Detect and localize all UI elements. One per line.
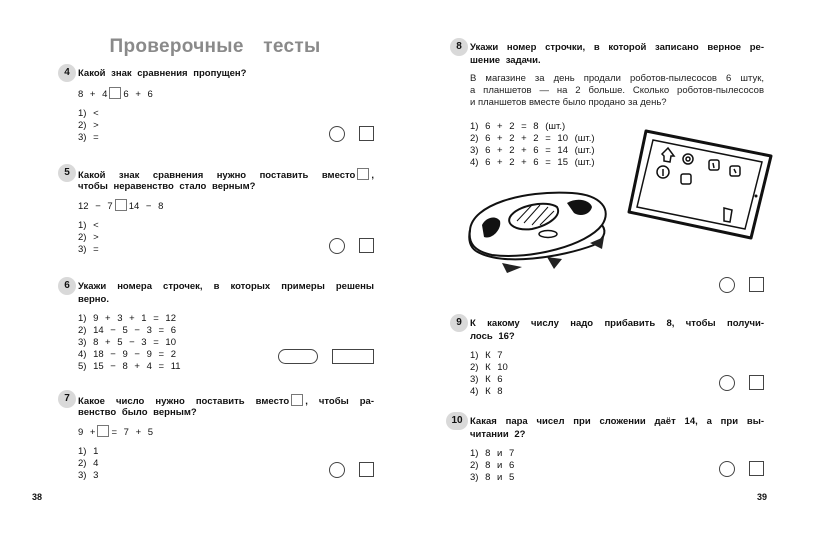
question-number: 5 <box>58 164 76 182</box>
answer-option: 2) 14 − 5 − 3 = 6 <box>78 325 176 336</box>
answer-option: 2) К 10 <box>470 362 508 373</box>
text-segment: Какая пара чисел при сложении даёт 14, а при вы- <box>470 416 764 427</box>
answer-options <box>470 350 764 398</box>
text-segment: читании 2? <box>470 428 526 440</box>
question-text-line <box>78 407 374 420</box>
blank-box <box>109 87 121 99</box>
text-segment: Укажи номер строчки, в которой записано верное ре- <box>470 42 764 53</box>
text-segment: , <box>371 170 374 181</box>
answer-option: 3) = <box>78 244 99 255</box>
question-text-line <box>78 68 374 81</box>
answer-option: 1) < <box>78 220 99 231</box>
text-segment: 14 − 8 <box>128 201 164 212</box>
blank-box <box>115 199 127 211</box>
answer-square-field[interactable] <box>749 277 764 292</box>
answer-rect-field[interactable] <box>332 349 374 364</box>
answer-option: 2) 6 + 2 + 2 = 10 (шт.) <box>470 133 595 144</box>
problem-text-line: и планшетов вместе было продано за день? <box>470 97 667 108</box>
question-5 <box>64 167 374 256</box>
text-segment: К какому числу надо прибавить 8, чтобы получи- <box>470 318 764 329</box>
answer-option: 1) 6 + 2 = 8 (шт.) <box>470 121 566 132</box>
text-segment: лось 16? <box>470 330 515 342</box>
answer-circle-field[interactable] <box>719 277 735 293</box>
problem-text-line: а планшетов — на 2 больше. Сколько роботов-пылесосов <box>470 85 764 96</box>
text-segment: шение задачи. <box>470 54 541 66</box>
answer-option: 1) < <box>78 107 99 119</box>
answer-option: 2) 8 и 6 <box>470 460 515 471</box>
text-segment: Какой знак сравнения нужно поставить вместо <box>78 170 356 181</box>
question-text-line <box>470 416 764 429</box>
problem-text-line: В магазине за день продали роботов-пылесосов 6 штук, <box>470 73 764 84</box>
expression <box>78 87 374 101</box>
answer-square-field[interactable] <box>359 126 374 141</box>
blank-box <box>97 425 109 437</box>
answer-option: 1) К 7 <box>470 350 503 361</box>
answer-option: 1) 9 + 3 + 1 = 12 <box>78 313 176 324</box>
robot-vacuum-illustration <box>462 185 617 275</box>
question-number: 4 <box>58 64 76 82</box>
tablet-illustration <box>626 126 776 241</box>
question-text-line <box>78 168 374 181</box>
question-text-line <box>470 42 764 55</box>
answer-option: 4) 6 + 2 + 6 = 15 (шт.) <box>470 157 595 168</box>
question-7 <box>64 393 374 482</box>
question-6 <box>64 280 374 373</box>
answer-option: 2) > <box>78 119 99 131</box>
answer-option: 3) К 6 <box>470 374 503 385</box>
question-number: 10 <box>446 412 468 430</box>
page-number-right: 39 <box>757 492 768 502</box>
question-text-line <box>78 394 374 407</box>
answer-options <box>78 446 374 482</box>
question-number: 6 <box>58 277 76 295</box>
answer-square-field[interactable] <box>749 461 764 476</box>
blank-box <box>291 394 303 406</box>
question-text-line <box>470 331 764 344</box>
blank-box <box>357 168 369 180</box>
answer-option: 4) К 8 <box>470 386 503 397</box>
answer-oval-field[interactable] <box>278 349 318 364</box>
answer-option: 2) 4 <box>78 458 99 469</box>
answer-circle-field[interactable] <box>329 126 345 142</box>
answer-options <box>78 313 374 373</box>
question-number: 9 <box>450 314 468 332</box>
question-4 <box>64 67 374 144</box>
answer-circle-field[interactable] <box>329 462 345 478</box>
expression <box>78 425 374 439</box>
text-segment: 6 + 6 <box>123 88 153 100</box>
answer-option: 4) 18 − 9 − 9 = 2 <box>78 349 176 360</box>
question-text-line <box>470 429 764 442</box>
answer-square-field[interactable] <box>359 462 374 477</box>
answer-option: 3) 8 и 5 <box>470 472 515 483</box>
text-segment: чтобы неравенство стало верным? <box>78 180 256 192</box>
answer-option: 5) 15 − 8 + 4 = 11 <box>78 361 181 372</box>
answer-circle-field[interactable] <box>719 461 735 477</box>
text-segment: венство было верным? <box>78 406 197 418</box>
text-segment: = 7 + 5 <box>111 427 154 438</box>
question-9 <box>456 317 764 398</box>
question-text-line <box>78 181 374 194</box>
answer-option: 3) 6 + 2 + 6 = 14 (шт.) <box>470 145 595 156</box>
text-segment: 8 + 4 <box>78 88 108 100</box>
answer-circle-field[interactable] <box>329 238 345 254</box>
answer-square-field[interactable] <box>359 238 374 253</box>
answer-circle-field[interactable] <box>719 375 735 391</box>
page-number-left: 38 <box>32 492 43 502</box>
question-10 <box>451 415 764 484</box>
answer-square-field[interactable] <box>749 375 764 390</box>
text-segment: 9 + <box>78 427 96 438</box>
question-text-line <box>470 318 764 331</box>
answer-option: 1) 8 и 7 <box>470 448 515 459</box>
question-text-line <box>470 55 764 68</box>
text-segment: 12 − 7 <box>78 201 113 212</box>
expression <box>78 199 374 213</box>
text-segment: , чтобы ра- <box>305 396 374 407</box>
text-segment: Какое число нужно поставить вместо <box>78 396 290 407</box>
page-title: Проверочные тесты <box>109 36 321 57</box>
question-number: 8 <box>450 38 468 56</box>
problem-text <box>470 73 764 109</box>
text-segment: Какой знак сравнения пропущен? <box>78 68 247 79</box>
answer-option: 3) 8 + 5 − 3 = 10 <box>78 337 176 348</box>
text-segment: верно. <box>78 293 109 305</box>
text-segment: Укажи номера строчек, в которых примеры решены <box>78 281 374 292</box>
question-text-line <box>78 281 374 294</box>
question-text-line <box>78 294 374 307</box>
answer-option: 1) 1 <box>78 446 99 457</box>
question-number: 7 <box>58 390 76 408</box>
answer-option: 2) > <box>78 232 99 243</box>
answer-option: 3) = <box>78 131 99 143</box>
answer-option: 3) 3 <box>78 470 99 481</box>
